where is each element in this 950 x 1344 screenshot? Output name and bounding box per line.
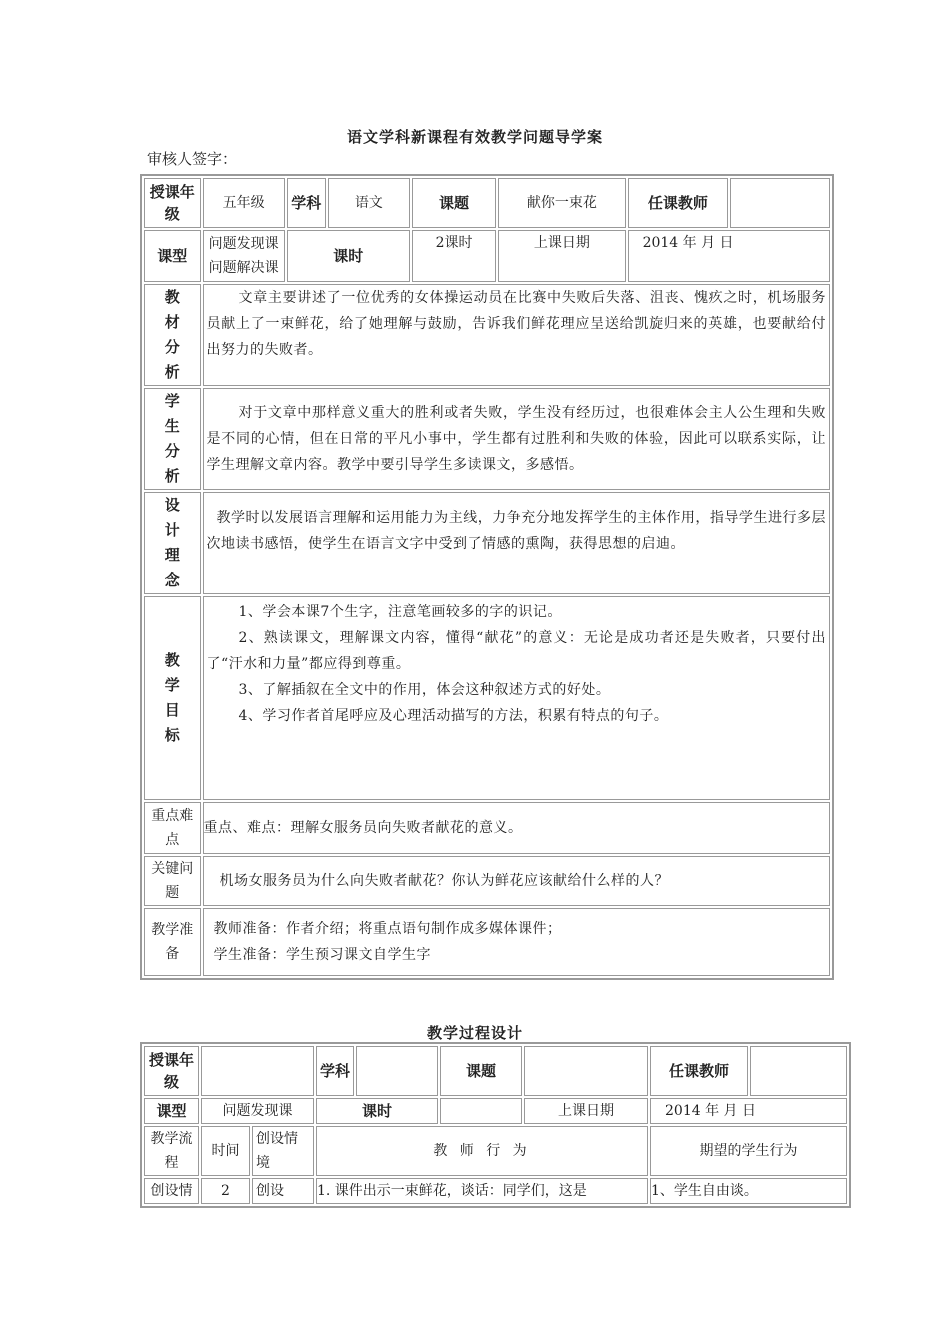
goal-item: 3、了解插叙在全文中的作用，体会这种叙述方式的好处。	[238, 682, 611, 698]
student-analysis-text: 对于文章中那样意义重大的胜利或者失败，学生没有经历过，也很难体会主人公生理和失败是不同的心情，但在日常的平凡小事中，学生都有过胜利和失败的体验，因此可以联系实际，让学生理解文章内容。教学中要引导学生多读课文，多感悟。	[203, 388, 831, 490]
teacher-label: 任课教师	[650, 1046, 748, 1096]
teacher-label: 任课教师	[628, 178, 729, 228]
design-concept-label: 设 计 理 念	[144, 492, 201, 594]
time-cell: 2	[201, 1178, 250, 1204]
hours-label: 课时	[287, 230, 410, 282]
student-analysis-label: 学 生 分 析	[144, 388, 201, 490]
time-header: 时间	[201, 1126, 250, 1176]
teacher-action-header: 教 师 行 为	[316, 1126, 648, 1176]
teaching-prep-label: 教学准备	[144, 908, 201, 976]
design-concept-text: 教学时以发展语言理解和运用能力为主线，力争充分地发挥学生的主体作用，指导学生进行多层次地读书感悟，使学生在语言文字中受到了情感的熏陶，获得思想的启迪。	[203, 492, 831, 594]
key-difficulty-text: 重点、难点：理解女服务员向失败者献花的意义。	[203, 802, 831, 854]
process-design-title: 教学过程设计	[426, 1024, 523, 1042]
teaching-goals-label: 教 学 目 标	[144, 596, 201, 800]
material-analysis-label: 教 材 分 析	[144, 284, 201, 386]
key-question-text: 机场女服务员为什么向失败者献花？你认为鲜花应该献给什么样的人？	[203, 856, 831, 906]
teacher-value	[750, 1046, 847, 1096]
student-prep: 学生准备：学生预习课文自学生字	[213, 947, 431, 963]
lesson-type-label: 课型	[144, 1098, 199, 1124]
subject-value: 语文	[328, 178, 410, 228]
grade-label: 授课年级	[144, 178, 201, 228]
reviewer-signature-label: 审核人签字：	[147, 150, 238, 168]
situation-cell: 创设	[252, 1178, 314, 1204]
lesson-type-line-2: 问题解决课	[208, 260, 279, 276]
topic-label: 课题	[412, 178, 496, 228]
material-analysis-text: 文章主要讲述了一位优秀的女体操运动员在比赛中失败后失落、沮丧、愧疚之时，机场服务员献上了一束鲜花，给了她理解与鼓励，告诉我们鲜花理应呈送给凯旋归来的英雄，也要献给付出努力的失败者。	[203, 284, 831, 386]
lesson-type-value: 问题发现课	[201, 1098, 314, 1124]
grade-label: 授课年级	[144, 1046, 199, 1096]
date-label: 上课日期	[524, 1098, 648, 1124]
key-difficulty-label: 重点难点	[144, 802, 201, 854]
lesson-type-label: 课型	[144, 230, 201, 282]
hours-value	[440, 1098, 522, 1124]
subject-label: 学科	[287, 178, 326, 228]
goal-item: 2、熟读课文，理解课文内容，懂得“献花”的意义：无论是成功者还是失败者，只要付出了“汗水和力量”都应得到尊重。	[206, 630, 826, 672]
key-question-label: 关键问题	[144, 856, 201, 906]
subject-label: 学科	[316, 1046, 354, 1096]
flow-header: 教学流程	[144, 1126, 199, 1176]
teacher-value	[730, 178, 830, 228]
hours-label: 课时	[316, 1098, 438, 1124]
date-value: 2014 年 月 日	[650, 1098, 847, 1124]
document-title: 语文学科新课程有效教学问题导学案	[346, 128, 603, 146]
flow-cell: 创设情	[144, 1178, 199, 1204]
lesson-type-value	[203, 230, 285, 282]
date-label: 上课日期	[498, 230, 625, 282]
teacher-action-cell: 1. 课件出示一束鲜花，谈话：同学们，这是	[316, 1178, 648, 1204]
process-design-table	[140, 1042, 851, 1208]
topic-value: 献你一束花	[498, 178, 625, 228]
student-action-header: 期望的学生行为	[650, 1126, 847, 1176]
lesson-type-line-1: 问题发现课	[208, 236, 279, 252]
lesson-info-table	[140, 174, 834, 980]
teaching-goals-list	[203, 596, 831, 800]
student-action-cell: 1、学生自由谈。	[650, 1178, 847, 1204]
topic-value	[524, 1046, 648, 1096]
grade-value	[201, 1046, 314, 1096]
teacher-prep: 教师准备：作者介绍；将重点语句制作成多媒体课件；	[213, 921, 562, 937]
date-value: 2014 年 月 日	[628, 230, 830, 282]
teaching-prep-text	[203, 908, 831, 976]
topic-label: 课题	[440, 1046, 522, 1096]
goal-item: 4、学习作者首尾呼应及心理活动描写的方法，积累有特点的句子。	[238, 708, 669, 724]
subject-value	[356, 1046, 438, 1096]
goal-item: 1、学会本课7个生字，注意笔画较多的字的识记。	[238, 604, 562, 620]
grade-value: 五年级	[203, 178, 285, 228]
situation-header: 创设情境	[252, 1126, 314, 1176]
hours-value: 2课时	[412, 230, 496, 282]
